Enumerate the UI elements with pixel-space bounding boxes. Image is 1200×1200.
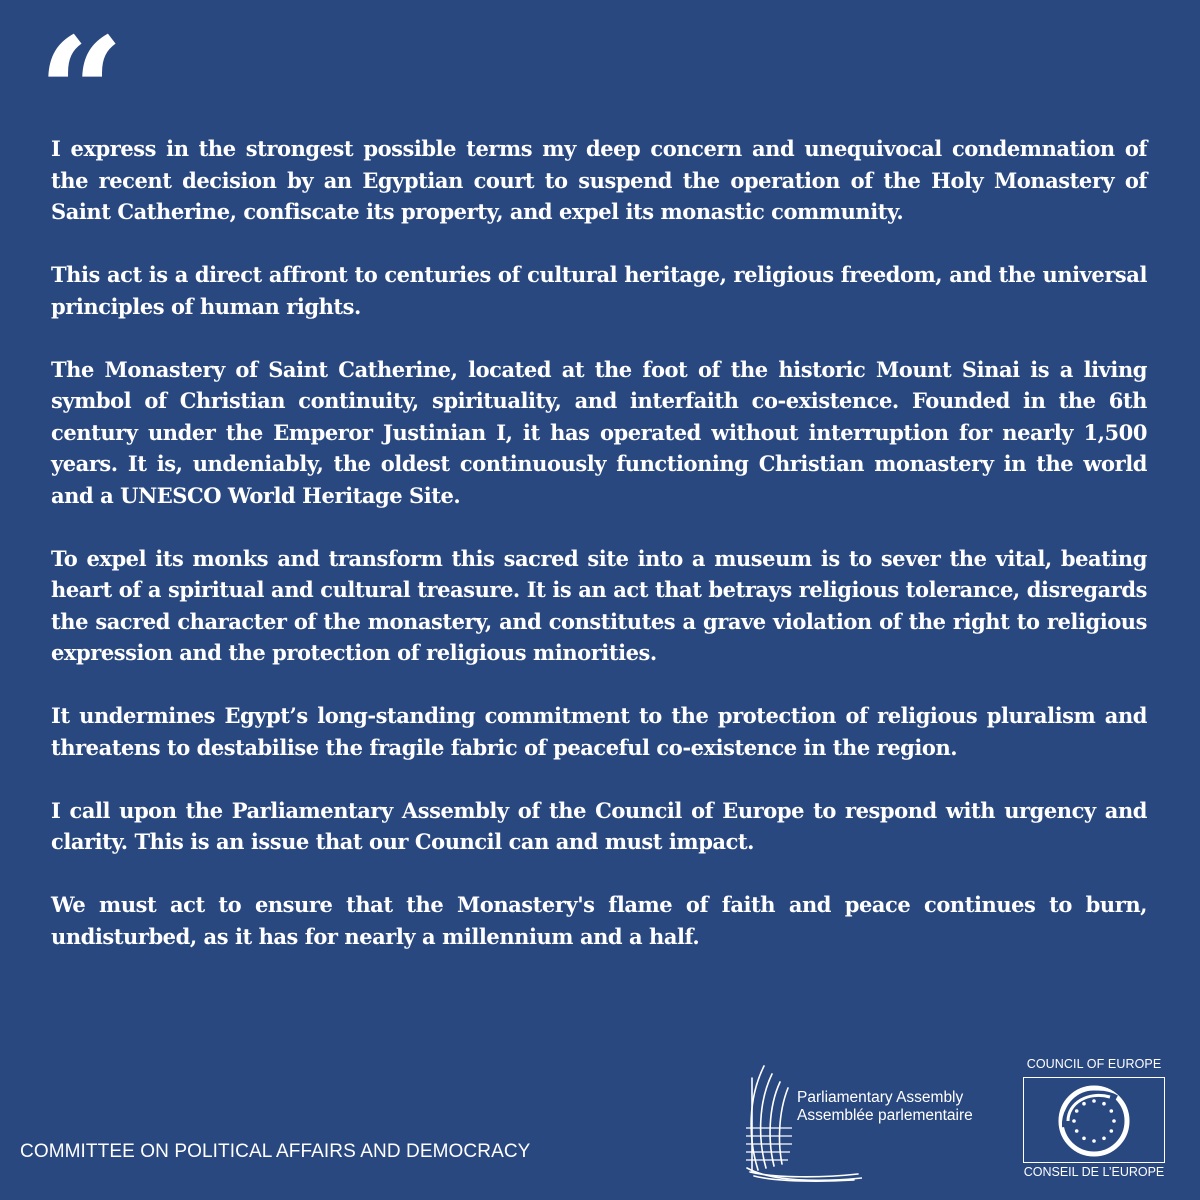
- pace-name-en: Parliamentary Assembly: [797, 1089, 964, 1106]
- paragraph-5: It undermines Egypt’s long-standing commitment to the protection of religious pluralism and threatens to destabilise the fragile fabric of peaceful co-existence in the region.: [51, 703, 1147, 760]
- paragraph-1: I express in the strongest possible terms my deep concern and unequivocal condemnation of the recent decision by an Egyptian court to suspend the operation of the Holy Monastery of Saint Catherine, confiscate its property, and expel its monastic community.: [51, 136, 1147, 224]
- coe-name-fr: CONSEIL DE L’EUROPE: [1023, 1165, 1165, 1179]
- paragraph-4: To expel its monks and transform this sacred site into a museum is to sever the vital, beating heart of a spiritual and cultural treasure. It is an act that betrays religious tolerance, disregards the sacred character of the monastery, and constitutes a grave violation of the right to religious expression and the protection of religious minorities.: [51, 545, 1147, 665]
- council-of-europe-logo: [1020, 1057, 1170, 1185]
- pace-logo: [742, 1058, 1002, 1184]
- paragraph-6: I call upon the Parliamentary Assembly of the Council of Europe to respond with urgency and clarity. This is an issue that our Council can and must impact.: [51, 797, 1147, 854]
- quote-mark-icon: “: [38, 5, 119, 181]
- paragraph-7: We must act to ensure that the Monastery's flame of faith and peace continues to burn, undisturbed, as it has for nearly a millennium and a half.: [51, 892, 1147, 949]
- paragraph-3: The Monastery of Saint Catherine, located at the foot of the historic Mount Sinai is a living symbol of Christian continuity, spirituality, and interfaith co-existence. Founded in the 6th century under the Emperor Justinian I, it has operated without interruption for nearly 1,500 years. It is, undeniably, the oldest continuously functioning Christian monastery in the world and a UNESCO World Heritage Site.: [51, 356, 1147, 508]
- paragraph-2: This act is a direct affront to centuries of cultural heritage, religious freedom, and the universal principles of human rights.: [51, 262, 1147, 319]
- coe-logo-frame: [1023, 1077, 1165, 1163]
- pace-name-fr: Assemblée parlementaire: [797, 1107, 973, 1124]
- coe-stars-icon: [1054, 1081, 1134, 1161]
- pace-text: [797, 1089, 973, 1125]
- coe-name-en: COUNCIL OF EUROPE: [1026, 1057, 1162, 1071]
- committee-name: COMMITTEE ON POLITICAL AFFAIRS AND DEMOCRACY: [20, 1141, 531, 1162]
- statement-body: [51, 133, 1147, 984]
